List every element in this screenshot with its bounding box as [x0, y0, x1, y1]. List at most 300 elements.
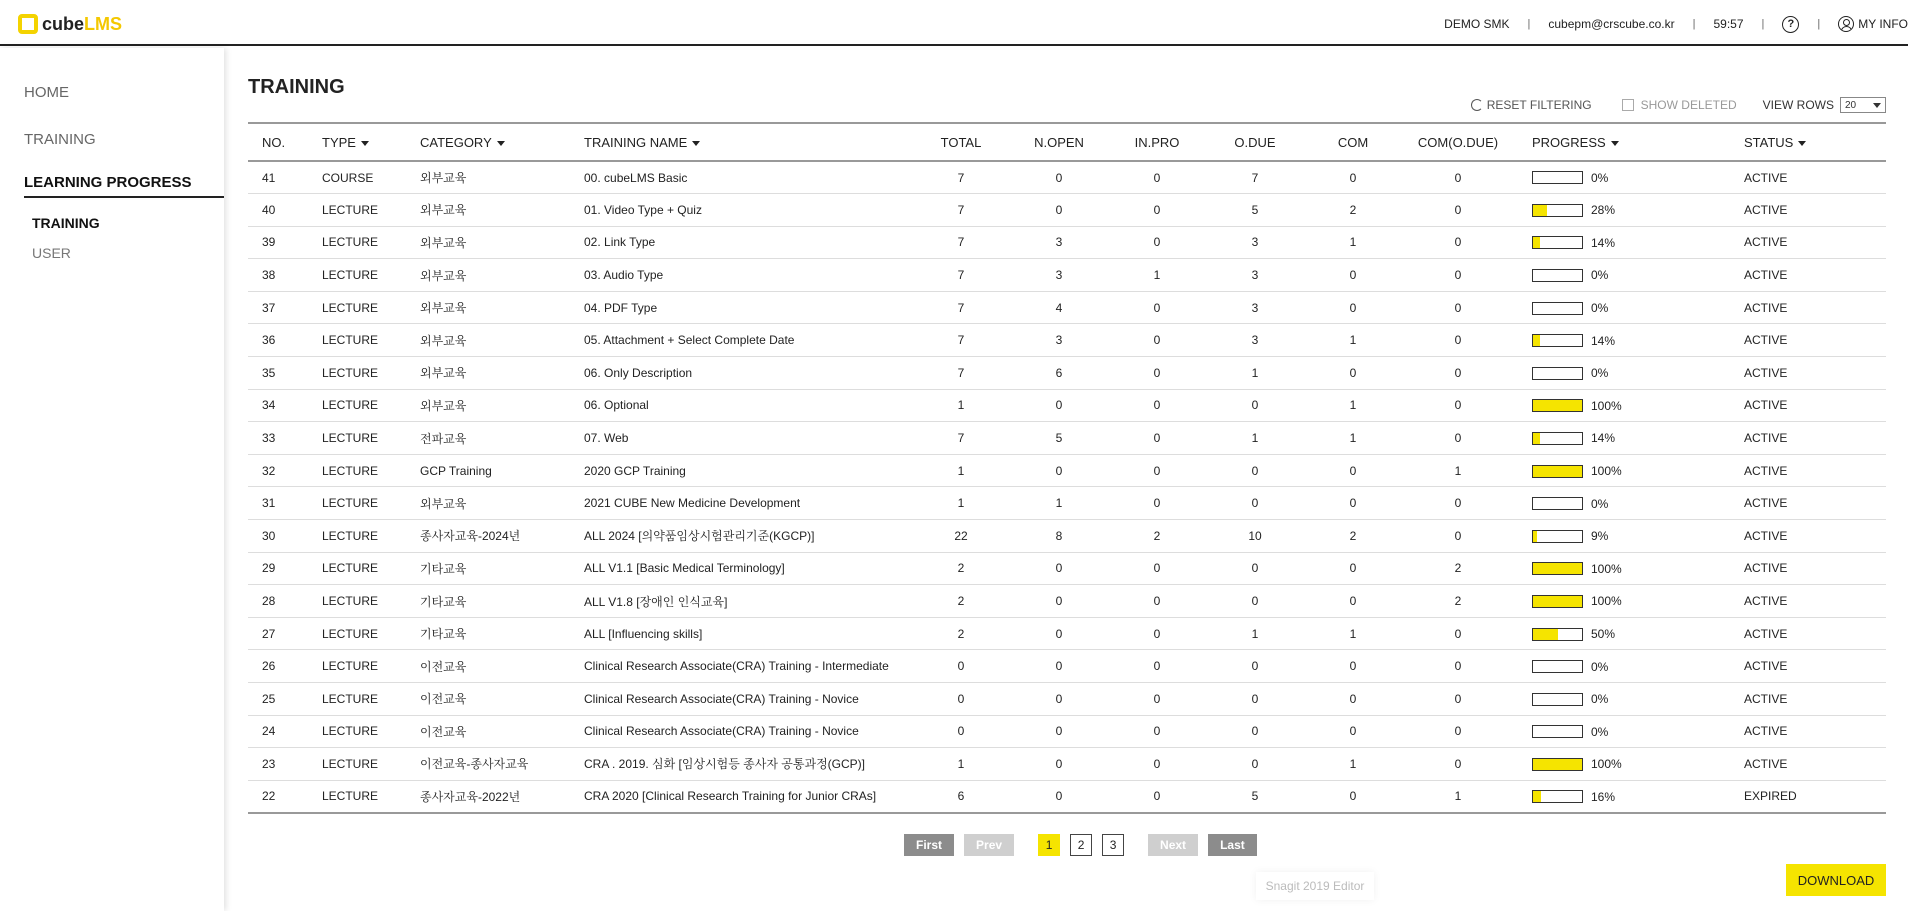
cell-nopen: 3: [1055, 333, 1063, 348]
sort-down-icon: [1798, 141, 1806, 146]
table-row[interactable]: [248, 389, 1886, 422]
cell-com: 0: [1349, 365, 1357, 380]
cell-nopen: 0: [1055, 724, 1063, 739]
cell-inpro: 0: [1153, 626, 1161, 641]
progress-bar-fill: [1533, 466, 1582, 477]
cell-progress: [1518, 226, 1730, 259]
table-row[interactable]: [248, 226, 1886, 259]
col-header-inpro: IN.PRO: [1134, 134, 1180, 150]
cell-inpro: 0: [1153, 691, 1161, 706]
show-deleted-toggle[interactable]: [1622, 98, 1737, 112]
col-header-status[interactable]: STATUS: [1730, 123, 1886, 161]
cell-com: 1: [1349, 398, 1357, 413]
cell-training-name[interactable]: CRA . 2019. 심화 [임상시험등 종사자 공통과정(GCP)]: [584, 757, 865, 772]
cell-total: 7: [957, 170, 965, 185]
cell-com-odue: 2: [1454, 561, 1462, 576]
progress-bar: [1532, 432, 1583, 445]
cell-type: LECTURE: [322, 463, 379, 478]
cell-com-odue: 0: [1454, 528, 1462, 543]
table-row[interactable]: [248, 324, 1886, 357]
cell-odue: 1: [1251, 431, 1259, 446]
cell-odue: 3: [1251, 235, 1259, 250]
cell-com: 0: [1349, 463, 1357, 478]
cell-status: ACTIVE: [1744, 594, 1788, 609]
col-header-category[interactable]: CATEGORY: [406, 123, 570, 161]
cell-training-name[interactable]: 00. cubeLMS Basic: [584, 170, 688, 185]
table-header-row: [248, 123, 1886, 161]
pagination: [904, 834, 1267, 856]
active-indicator: [24, 196, 224, 198]
cell-com-odue: 0: [1454, 691, 1462, 706]
download-button[interactable]: DOWNLOAD: [1786, 864, 1886, 896]
cell-com-odue: 0: [1454, 202, 1462, 217]
progress-bar: [1532, 367, 1583, 380]
separator: |: [1817, 18, 1821, 30]
table-row[interactable]: [248, 748, 1886, 781]
table-row[interactable]: [248, 357, 1886, 390]
progress-bar-fill: [1533, 531, 1537, 542]
cell-progress: [1518, 454, 1730, 487]
cell-progress: [1518, 161, 1730, 194]
cell-inpro: 0: [1153, 333, 1161, 348]
cell-progress: [1518, 259, 1730, 292]
sort-down-icon: [361, 141, 369, 146]
cell-training-name[interactable]: 01. Video Type + Quiz: [584, 202, 702, 217]
separator: |: [1692, 18, 1696, 30]
table-row[interactable]: [248, 194, 1886, 227]
cell-status: ACTIVE: [1744, 170, 1788, 185]
sidebar-item-learning-progress[interactable]: LEARNING PROGRESS: [24, 174, 192, 191]
user-email: cubepm@crscube.co.kr: [1548, 17, 1675, 31]
cell-com-odue: 0: [1454, 724, 1462, 739]
cell-category: 기타교육: [420, 627, 467, 642]
table-row[interactable]: [248, 487, 1886, 520]
cell-odue: 3: [1251, 268, 1259, 283]
cell-type: LECTURE: [322, 626, 379, 641]
cell-progress: [1518, 422, 1730, 455]
separator: |: [1527, 18, 1531, 30]
cell-progress: [1518, 748, 1730, 781]
cell-training-name[interactable]: Clinical Research Associate(CRA) Training - Novice: [584, 724, 859, 739]
table-row[interactable]: [248, 422, 1886, 455]
reset-filtering-button[interactable]: [1471, 98, 1592, 112]
table-row[interactable]: [248, 585, 1886, 618]
cell-com: 0: [1349, 659, 1357, 674]
cell-odue: 3: [1251, 333, 1259, 348]
cell-com: 0: [1349, 789, 1357, 804]
cell-nopen: 1: [1055, 496, 1063, 511]
first-page-button[interactable]: First: [904, 834, 954, 856]
cell-category: 외부교육: [420, 496, 467, 511]
view-rows-control: [1763, 97, 1886, 113]
cell-inpro: 0: [1153, 756, 1161, 771]
cell-com-odue: 2: [1454, 594, 1462, 609]
view-rows-select[interactable]: [1840, 97, 1886, 113]
table-row[interactable]: [248, 780, 1886, 813]
cell-no: 31: [262, 496, 276, 511]
progress-percent: 50%: [1591, 627, 1616, 642]
cell-no: 39: [262, 235, 276, 250]
progress-bar: [1532, 595, 1583, 608]
logo-text-lms: LMS: [84, 13, 123, 34]
cell-training-name[interactable]: Clinical Research Associate(CRA) Training - Intermediate: [584, 659, 889, 674]
cell-category: 외부교육: [420, 333, 467, 348]
cell-training-name[interactable]: 2020 GCP Training: [584, 463, 686, 478]
progress-bar-fill: [1533, 237, 1540, 248]
cell-total: 2: [957, 594, 965, 609]
cell-inpro: 0: [1153, 724, 1161, 739]
sidebar-item-training[interactable]: TRAINING: [24, 131, 96, 148]
cell-progress: [1518, 683, 1730, 716]
view-rows-value: 20: [1845, 99, 1857, 111]
sidebar-item-home[interactable]: HOME: [24, 84, 69, 101]
cell-odue: 0: [1251, 659, 1259, 674]
page-number-1[interactable]: 1: [1038, 834, 1060, 856]
cell-status: ACTIVE: [1744, 724, 1788, 739]
cell-training-name[interactable]: 07. Web: [584, 431, 629, 446]
cell-category: 외부교육: [420, 235, 467, 250]
progress-percent: 0%: [1591, 724, 1609, 739]
cell-com: 0: [1349, 594, 1357, 609]
cell-type: LECTURE: [322, 333, 379, 348]
cell-com: 1: [1349, 333, 1357, 348]
cell-no: 29: [262, 561, 276, 576]
page-number-2[interactable]: 2: [1070, 834, 1092, 856]
progress-percent: 0%: [1591, 366, 1609, 381]
cell-total: 7: [957, 300, 965, 315]
progress-percent: 0%: [1591, 170, 1609, 185]
cell-status: ACTIVE: [1744, 365, 1788, 380]
cell-training-name[interactable]: CRA 2020 [Clinical Research Training for Junior CRAs]: [584, 789, 877, 804]
progress-percent: 14%: [1591, 235, 1616, 250]
cell-com-odue: 0: [1454, 398, 1462, 413]
table-row[interactable]: [248, 454, 1886, 487]
cell-training-name[interactable]: 06. Optional: [584, 398, 649, 413]
cell-type: LECTURE: [322, 431, 379, 446]
cell-training-name[interactable]: ALL [Influencing skills]: [584, 626, 703, 641]
cell-no: 37: [262, 300, 276, 315]
cell-no: 25: [262, 691, 276, 706]
col-header-total: TOTAL: [940, 134, 982, 150]
cell-nopen: 0: [1055, 202, 1063, 217]
cell-category: 이전교육: [420, 692, 467, 707]
cell-progress: [1518, 552, 1730, 585]
table-row[interactable]: [248, 161, 1886, 194]
sort-down-icon: [692, 141, 700, 146]
progress-bar: [1532, 465, 1583, 478]
cell-inpro: 0: [1153, 398, 1161, 413]
cell-odue: 1: [1251, 365, 1259, 380]
cell-total: 0: [957, 691, 965, 706]
col-header-odue: O.DUE: [1234, 134, 1276, 150]
cell-odue: 5: [1251, 202, 1259, 217]
cell-com-odue: 0: [1454, 659, 1462, 674]
cell-type: LECTURE: [322, 789, 379, 804]
cell-training-name[interactable]: ALL 2024 [의약품임상시험관리기준(KGCP)]: [584, 529, 815, 544]
cell-type: LECTURE: [322, 268, 379, 283]
progress-bar: [1532, 334, 1583, 347]
cell-status: ACTIVE: [1744, 235, 1788, 250]
training-table: [248, 122, 1886, 814]
cell-status: ACTIVE: [1744, 463, 1788, 478]
cell-status: ACTIVE: [1744, 268, 1788, 283]
table-row[interactable]: [248, 683, 1886, 716]
cell-nopen: 0: [1055, 170, 1063, 185]
cell-nopen: 0: [1055, 691, 1063, 706]
cell-type: LECTURE: [322, 594, 379, 609]
top-bar: [0, 0, 1908, 46]
table-row[interactable]: [248, 291, 1886, 324]
table-row[interactable]: [248, 552, 1886, 585]
progress-percent: 14%: [1591, 431, 1616, 446]
cell-inpro: 0: [1153, 170, 1161, 185]
cell-training-name[interactable]: ALL V1.8 [장애인 인식교육]: [584, 594, 728, 609]
cell-status: ACTIVE: [1744, 398, 1788, 413]
cell-com: 0: [1349, 496, 1357, 511]
col-header-com: COM: [1337, 134, 1369, 150]
cell-type: LECTURE: [322, 691, 379, 706]
cell-odue: 0: [1251, 756, 1259, 771]
progress-bar-fill: [1533, 205, 1547, 216]
cell-status: EXPIRED: [1744, 789, 1797, 804]
cell-inpro: 0: [1153, 365, 1161, 380]
progress-percent: 0%: [1591, 268, 1609, 283]
cell-status: ACTIVE: [1744, 691, 1788, 706]
cell-odue: 0: [1251, 691, 1259, 706]
cell-category: 종사자교육-2022년: [420, 789, 521, 804]
sidebar-subitem-user[interactable]: USER: [32, 245, 71, 261]
progress-percent: 16%: [1591, 789, 1616, 804]
cell-inpro: 0: [1153, 594, 1161, 609]
cell-training-name[interactable]: 03. Audio Type: [584, 268, 664, 283]
cell-no: 28: [262, 594, 276, 609]
cell-com: 0: [1349, 300, 1357, 315]
cell-training-name[interactable]: 06. Only Description: [584, 365, 693, 380]
cell-com: 1: [1349, 235, 1357, 250]
col-header-nopen: N.OPEN: [1034, 134, 1084, 150]
cell-com-odue: 0: [1454, 431, 1462, 446]
view-rows-label: VIEW ROWS: [1762, 98, 1834, 112]
cell-inpro: 1: [1153, 268, 1161, 283]
my-info-label: MY INFO: [1858, 17, 1908, 31]
sidebar-subitem-training[interactable]: TRAINING: [32, 215, 100, 231]
cell-progress: [1518, 389, 1730, 422]
cell-type: LECTURE: [322, 724, 379, 739]
company-name: DEMO SMK: [1444, 17, 1510, 31]
progress-bar-fill: [1533, 596, 1582, 607]
cell-nopen: 0: [1055, 789, 1063, 804]
cell-nopen: 0: [1055, 561, 1063, 576]
progress-bar: [1532, 302, 1583, 315]
cell-category: 외부교육: [420, 268, 467, 283]
cell-nopen: 6: [1055, 365, 1063, 380]
cell-odue: 0: [1251, 594, 1259, 609]
progress-bar-fill: [1533, 791, 1541, 802]
cell-category: 기타교육: [420, 561, 467, 576]
cell-com-odue: 0: [1454, 235, 1462, 250]
cell-status: ACTIVE: [1744, 626, 1788, 641]
table-row[interactable]: [248, 520, 1886, 553]
cell-no: 34: [262, 398, 276, 413]
cell-com-odue: 0: [1454, 300, 1462, 315]
progress-percent: 14%: [1591, 333, 1616, 348]
cell-status: ACTIVE: [1744, 659, 1788, 674]
cell-training-name[interactable]: 04. PDF Type: [584, 300, 658, 315]
cell-status: ACTIVE: [1744, 756, 1788, 771]
progress-bar: [1532, 725, 1583, 738]
show-deleted-label: SHOW DELETED: [1640, 98, 1737, 112]
cell-com-odue: 0: [1454, 333, 1462, 348]
cell-inpro: 0: [1153, 463, 1161, 478]
show-deleted-checkbox[interactable]: [1622, 99, 1634, 111]
cell-no: 38: [262, 268, 276, 283]
cell-com: 2: [1349, 202, 1357, 217]
cell-type: LECTURE: [322, 528, 379, 543]
cell-no: 23: [262, 756, 276, 771]
col-header-no: NO.: [262, 134, 286, 150]
cell-type: LECTURE: [322, 235, 379, 250]
cell-no: 33: [262, 431, 276, 446]
col-header-training-name[interactable]: TRAINING NAME: [570, 123, 916, 161]
progress-percent: 100%: [1591, 757, 1622, 772]
help-icon[interactable]: ?: [1782, 16, 1799, 33]
cell-no: 32: [262, 463, 276, 478]
cell-progress: [1518, 780, 1730, 813]
table-row[interactable]: [248, 617, 1886, 650]
cell-no: 26: [262, 659, 276, 674]
table-row[interactable]: [248, 715, 1886, 748]
progress-bar-fill: [1533, 563, 1582, 574]
cell-com: 1: [1349, 431, 1357, 446]
cell-total: 7: [957, 431, 965, 446]
table-toolbar: [1471, 96, 1886, 114]
cell-nopen: 3: [1055, 235, 1063, 250]
cell-total: 7: [957, 235, 965, 250]
cell-total: 1: [957, 756, 965, 771]
cell-category: 이전교육-종사자교육: [420, 757, 529, 772]
cell-nopen: 0: [1055, 398, 1063, 413]
cell-inpro: 0: [1153, 202, 1161, 217]
cell-inpro: 0: [1153, 561, 1161, 576]
cell-odue: 5: [1251, 789, 1259, 804]
progress-bar-fill: [1533, 433, 1540, 444]
cell-status: ACTIVE: [1744, 300, 1788, 315]
cell-com: 0: [1349, 561, 1357, 576]
table-row[interactable]: [248, 259, 1886, 292]
cell-com-odue: 0: [1454, 626, 1462, 641]
cell-training-name[interactable]: ALL V1.1 [Basic Medical Terminology]: [584, 561, 785, 576]
cell-progress: [1518, 324, 1730, 357]
cell-total: 2: [957, 626, 965, 641]
page-number-3[interactable]: 3: [1102, 834, 1124, 856]
cell-training-name[interactable]: 02. Link Type: [584, 235, 656, 250]
progress-bar-fill: [1533, 759, 1582, 770]
progress-bar-fill: [1533, 400, 1582, 411]
cell-inpro: 0: [1153, 789, 1161, 804]
progress-bar: [1532, 660, 1583, 673]
cell-odue: 0: [1251, 561, 1259, 576]
cell-com-odue: 0: [1454, 496, 1462, 511]
cell-total: 1: [957, 398, 965, 413]
user-info-bar: [1444, 14, 1908, 34]
cell-inpro: 0: [1153, 431, 1161, 446]
cell-type: LECTURE: [322, 202, 379, 217]
progress-percent: 28%: [1591, 203, 1616, 218]
sort-down-icon: [497, 141, 505, 146]
col-header-progress[interactable]: PROGRESS: [1518, 123, 1730, 161]
cell-nopen: 4: [1055, 300, 1063, 315]
cell-category: 외부교육: [420, 171, 467, 186]
cell-odue: 0: [1251, 398, 1259, 413]
page-title: TRAINING: [248, 76, 345, 98]
cell-no: 27: [262, 626, 276, 641]
cell-odue: 0: [1251, 724, 1259, 739]
cell-category: 종사자교육-2024년: [420, 529, 521, 544]
progress-percent: 100%: [1591, 561, 1622, 576]
session-timer: 59:57: [1713, 17, 1744, 31]
cell-inpro: 0: [1153, 300, 1161, 315]
cell-total: 0: [957, 659, 965, 674]
cell-nopen: 0: [1055, 463, 1063, 478]
cell-no: 35: [262, 365, 276, 380]
cell-progress: [1518, 520, 1730, 553]
cell-training-name[interactable]: 2021 CUBE New Medicine Development: [584, 496, 801, 511]
next-page-button[interactable]: Next: [1148, 834, 1198, 856]
cell-category: 외부교육: [420, 203, 467, 218]
cell-com-odue: 0: [1454, 365, 1462, 380]
cell-total: 7: [957, 365, 965, 380]
progress-bar: [1532, 171, 1583, 184]
cell-category: 이전교육: [420, 724, 467, 739]
progress-bar: [1532, 204, 1583, 217]
prev-page-button[interactable]: Prev: [964, 834, 1014, 856]
my-info-button[interactable]: [1838, 16, 1908, 32]
cell-nopen: 3: [1055, 268, 1063, 283]
col-header-type[interactable]: TYPE: [308, 123, 406, 161]
last-page-button[interactable]: Last: [1208, 834, 1257, 856]
cell-progress: [1518, 194, 1730, 227]
progress-percent: 0%: [1591, 301, 1609, 316]
cell-nopen: 0: [1055, 756, 1063, 771]
cell-com: 0: [1349, 724, 1357, 739]
cell-total: 7: [957, 333, 965, 348]
progress-percent: 100%: [1591, 398, 1622, 413]
cell-com: 1: [1349, 626, 1357, 641]
cell-com-odue: 0: [1454, 268, 1462, 283]
cell-nopen: 0: [1055, 594, 1063, 609]
cell-training-name[interactable]: 05. Attachment + Select Complete Date: [584, 333, 795, 348]
cell-com-odue: 1: [1454, 463, 1462, 478]
cell-progress: [1518, 487, 1730, 520]
chevron-down-icon: [1873, 103, 1881, 108]
cell-status: ACTIVE: [1744, 496, 1788, 511]
logo-text-cube: cube: [42, 13, 85, 34]
table-row[interactable]: [248, 650, 1886, 683]
logo[interactable]: [18, 12, 122, 36]
cell-progress: [1518, 650, 1730, 683]
progress-bar: [1532, 628, 1583, 641]
logo-square-icon: [18, 14, 38, 34]
cell-status: ACTIVE: [1744, 431, 1788, 446]
cell-total: 6: [957, 789, 965, 804]
progress-percent: 0%: [1591, 496, 1609, 511]
cell-no: 24: [262, 724, 276, 739]
cell-com-odue: 1: [1454, 789, 1462, 804]
cell-type: LECTURE: [322, 365, 379, 380]
sidebar: [0, 48, 224, 911]
cell-com: 1: [1349, 756, 1357, 771]
cell-training-name[interactable]: Clinical Research Associate(CRA) Training - Novice: [584, 691, 859, 706]
